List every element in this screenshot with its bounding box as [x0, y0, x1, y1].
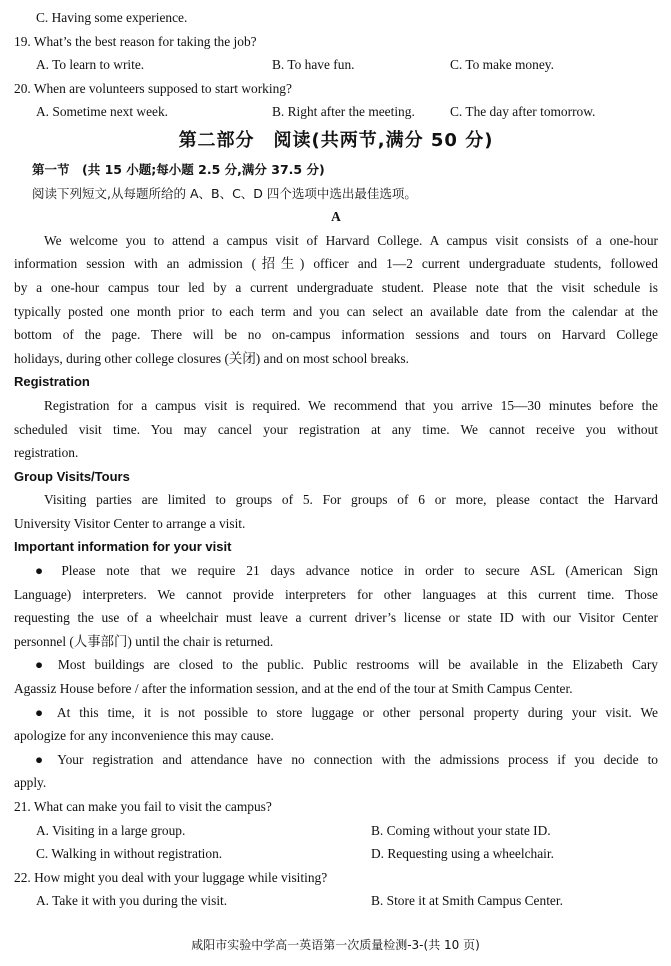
- q22-stem: 22. How might you deal with your luggage while visiting?: [14, 869, 328, 885]
- bullet-line: ● At this time, it is not possible to store luggage or other personal property during your visit. We: [35, 704, 658, 720]
- q22-options-row1: [14, 889, 658, 913]
- intro-line: We welcome you to attend a campus visit of Harvard College. A campus visit consists of a one-hour: [44, 232, 658, 248]
- passage-label: A: [331, 209, 341, 225]
- page-footer: 咸阳市实验中学高一英语第一次质量检测-3-(共 10 页): [191, 938, 480, 952]
- q19-option-c: C. To make money.: [450, 57, 554, 73]
- bullet-line: Agassiz House before / after the information session, and at the end of the tour at Smith Campus Center.: [14, 681, 573, 697]
- group-heading: Group Visits/Tours: [14, 468, 130, 484]
- important-heading: Important information for your visit: [14, 539, 232, 555]
- q20-option-a: A. Sometime next week.: [36, 104, 169, 120]
- q21-option-a: A. Visiting in a large group.: [36, 822, 186, 838]
- q19-option-a: A. To learn to write.: [36, 57, 145, 73]
- registration-line: registration.: [14, 445, 79, 461]
- bullet-line: personnel (人事部门) until the chair is returned.: [14, 633, 274, 649]
- registration-line: scheduled visit time. You may cancel your registration at any time. We cannot receive you without: [14, 421, 658, 437]
- q20-option-b: B. Right after the meeting.: [272, 104, 415, 120]
- q19-options: [14, 53, 658, 77]
- q21-option-c: C. Walking in without registration.: [36, 846, 223, 862]
- intro-line: holidays, during other college closures (关闭) and on most school breaks.: [14, 350, 409, 366]
- bullet-line: ● Your registration and attendance have no connection with the admissions process if you decide to: [35, 751, 658, 767]
- registration-line: Registration for a campus visit is required. We recommend that you arrive 15—30 minutes before the: [44, 397, 658, 413]
- bullet-line: apply.: [14, 775, 47, 791]
- group-line: Visiting parties are limited to groups of 5. For groups of 6 or more, please contact the Harvard: [44, 492, 658, 508]
- bullet-line: requesting the use of a wheelchair must leave a current driver’s license or state ID with our Visitor Center: [14, 610, 658, 626]
- instruction: 阅读下列短文,从每题所给的 A、B、C、D 四个选项中选出最佳选项。: [32, 185, 417, 201]
- bullet-asl: [14, 559, 658, 653]
- bullet-line: apologize for any inconvenience this may cause.: [14, 728, 274, 744]
- bullet-admissions: [14, 748, 658, 795]
- q20-option-c: C. The day after tomorrow.: [450, 104, 596, 120]
- group-line: University Visitor Center to arrange a visit.: [14, 515, 246, 531]
- section-line: 第一节 (共 15 小题;每小题 2.5 分,满分 37.5 分): [32, 161, 325, 177]
- intro-line: by a one-hour campus tour led by a current undergraduate student. Please note that the visit schedule is: [14, 279, 658, 295]
- bullet-line: Language) interpreters. We cannot provide interpreters for other languages at this current time. Those: [14, 586, 658, 602]
- q18-option-c: C. Having some experience.: [36, 10, 188, 25]
- part-title: 第二部分 阅读(共两节,满分 50 分): [178, 129, 494, 151]
- q20-stem: 20. When are volunteers supposed to start working?: [14, 80, 292, 96]
- q21-option-d: D. Requesting using a wheelchair.: [371, 846, 554, 862]
- q22-option-b: B. Store it at Smith Campus Center.: [371, 893, 563, 909]
- q22-option-a: A. Take it with you during the visit.: [36, 893, 228, 909]
- registration-heading: Registration: [14, 374, 90, 390]
- q20-options: [14, 100, 658, 124]
- intro-line: information session with an admission (招生) officer and 1—2 current undergraduate students, followed: [14, 256, 658, 272]
- intro-line: typically posted one month prior to each term and you can select an available date from the calendar at the: [14, 303, 658, 319]
- bullet-line: ● Most buildings are closed to the public. Public restrooms will be available in the Elizabeth Cary: [35, 657, 658, 673]
- registration-paragraph: [14, 394, 658, 465]
- group-paragraph: [14, 488, 658, 535]
- bullet-line: ● Please note that we require 21 days advance notice in order to secure ASL (American Sign: [35, 563, 658, 579]
- q19-stem: 19. What’s the best reason for taking the job?: [14, 33, 257, 49]
- q21-options-row1: [14, 819, 658, 843]
- q21-options-row2: [14, 842, 658, 866]
- passage-intro: [14, 229, 658, 371]
- intro-line: bottom of the page. There will be no on-campus information sessions and tours on Harvard College: [14, 327, 658, 343]
- bullet-buildings: [14, 653, 658, 700]
- q21-stem: 21. What can make you fail to visit the campus?: [14, 799, 272, 814]
- exam-page: [14, 6, 658, 913]
- bullet-luggage: [14, 701, 658, 748]
- q19-option-b: B. To have fun.: [272, 57, 355, 73]
- q21-option-b: B. Coming without your state ID.: [371, 822, 551, 838]
